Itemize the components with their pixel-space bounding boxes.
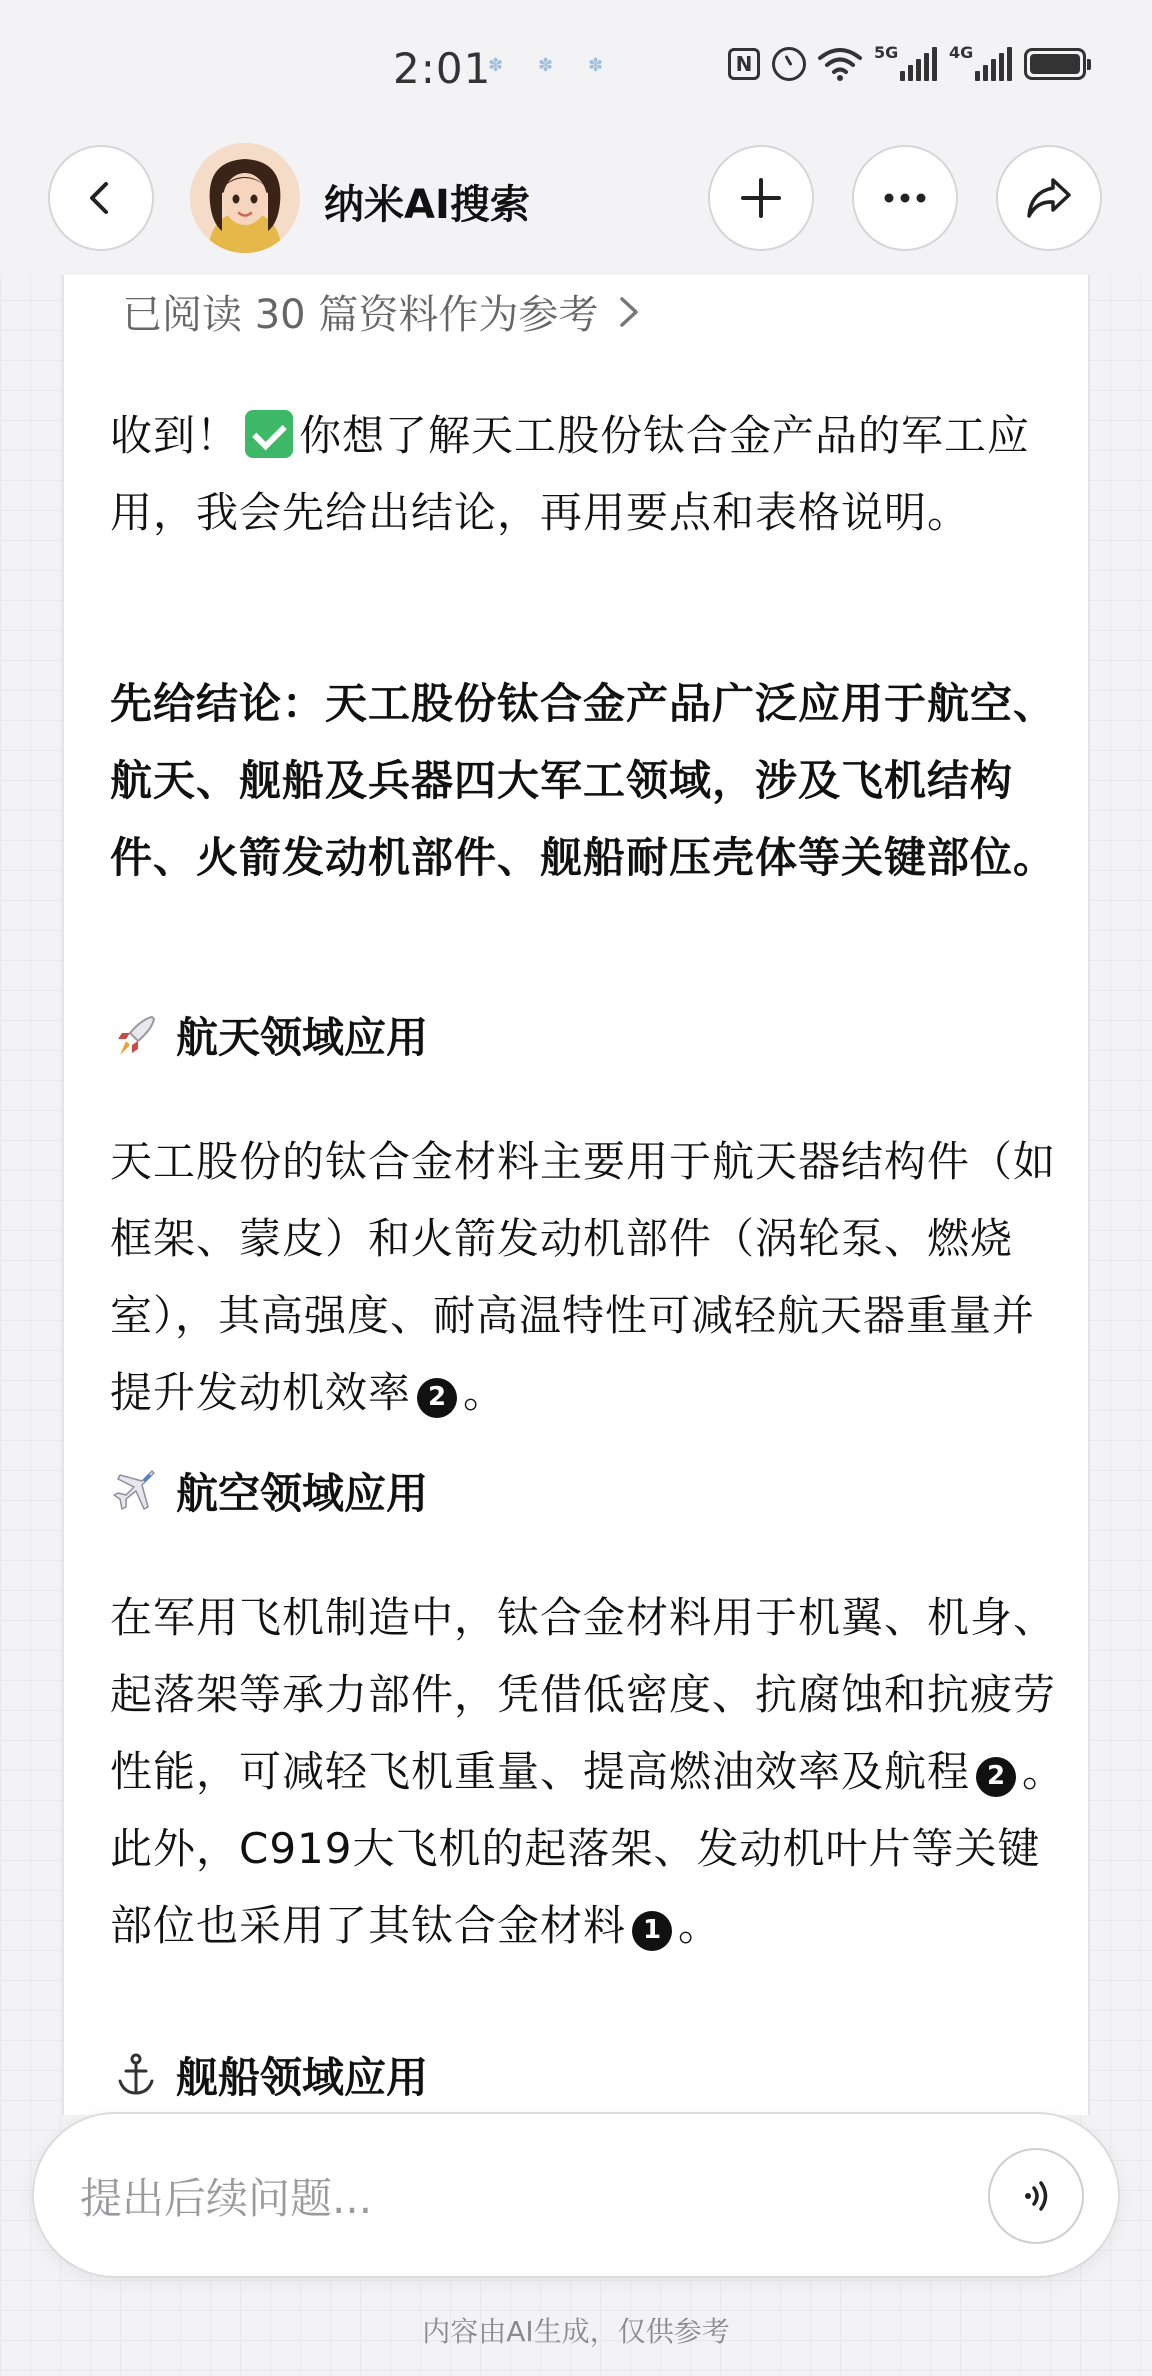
aerospace-end: 。 — [463, 1368, 507, 1417]
section-title: 航空领域应用 — [176, 1469, 429, 1518]
aviation-paragraph — [110, 1579, 1074, 1964]
status-bar — [0, 0, 1152, 135]
weather-icons — [488, 55, 610, 76]
rain-icon: ✽ — [538, 55, 554, 76]
battery-icon — [1024, 48, 1086, 80]
aviation-end: 。 — [678, 1901, 722, 1950]
section-heading-aerospace — [112, 1005, 428, 1065]
section-heading-naval — [112, 2045, 428, 2105]
chevron-left-icon — [81, 178, 121, 218]
signal-tag-4g: 4G — [949, 43, 974, 62]
status-time: 2:01 — [393, 44, 492, 93]
chevron-right-icon — [616, 293, 642, 331]
new-chat-button[interactable] — [708, 145, 814, 251]
share-button[interactable] — [996, 145, 1102, 251]
citation-badge[interactable]: 1 — [632, 1911, 672, 1951]
signal-tag-5g: 5G — [874, 43, 899, 62]
anchor-icon — [112, 2051, 160, 2099]
intro-greeting: 收到！ — [110, 411, 240, 460]
check-mark-icon — [245, 410, 293, 458]
page-title: 纳米AI搜索 — [324, 182, 530, 228]
signal-5g-icon — [874, 43, 937, 81]
ai-disclaimer: 内容由AI生成，仅供参考 — [422, 2315, 730, 2348]
signal-4g-icon — [949, 43, 1012, 81]
wifi-icon — [818, 46, 862, 82]
airplane-icon — [112, 1467, 160, 1515]
alarm-icon — [772, 47, 806, 81]
rocket-icon — [112, 1011, 160, 1059]
avatar-illustration — [190, 143, 300, 253]
aviation-text-b: 。此外，C919大飞机的起落架、发动机叶片等关键部位也采用了其钛合金材料 — [110, 1747, 1066, 1950]
references-label: 已阅读 30 篇资料作为参考 — [122, 292, 599, 338]
section-heading-aviation — [112, 1461, 428, 1521]
share-icon — [1025, 176, 1073, 220]
answer-card — [62, 275, 1090, 2115]
aviation-text-a: 在军用飞机制造中，钛合金材料用于机翼、机身、起落架等承力部件，凭借低密度、抗腐蚀和抗疲劳性能，可减轻飞机重量、提高燃油效率及航程 — [110, 1593, 1057, 1796]
aerospace-paragraph — [110, 1123, 1074, 1431]
section-title: 舰船领域应用 — [176, 2053, 429, 2102]
section-title: 航天领域应用 — [176, 1013, 429, 1062]
references-link[interactable] — [122, 283, 642, 340]
rain-icon: ✽ — [588, 55, 604, 76]
intro-paragraph — [110, 397, 1074, 551]
input-placeholder: 提出后续问题... — [80, 2174, 373, 2223]
more-button[interactable] — [852, 145, 958, 251]
app-header — [0, 135, 1152, 275]
avatar[interactable] — [190, 143, 300, 253]
more-dots-icon — [883, 192, 927, 204]
conclusion-paragraph: 先给结论：天工股份钛合金产品广泛应用于航空、航天、舰船及兵器四大军工领域，涉及飞机结构件、火箭发动机部件、舰船耐压壳体等关键部位。 — [110, 679, 1057, 882]
nfc-icon: N — [728, 48, 760, 80]
citation-badge[interactable]: 2 — [417, 1378, 457, 1418]
citation-badge[interactable]: 2 — [976, 1757, 1016, 1797]
voice-icon — [1016, 2176, 1056, 2216]
follow-up-input[interactable] — [32, 2112, 1120, 2278]
back-button[interactable] — [48, 145, 154, 251]
voice-button[interactable] — [988, 2148, 1084, 2244]
status-icons — [728, 43, 1086, 82]
intro-text: 你想了解天工股份钛合金产品的军工应用，我会先给出结论，再用要点和表格说明。 — [110, 411, 1031, 537]
aerospace-text: 天工股份的钛合金材料主要用于航天器结构件（如框架、蒙皮）和火箭发动机部件（涡轮泵、燃烧室），其高强度、耐高温特性可减轻航天器重量并提升发动机效率 — [110, 1137, 1057, 1417]
rain-icon: ✽ — [488, 55, 504, 76]
plus-icon — [739, 176, 783, 220]
